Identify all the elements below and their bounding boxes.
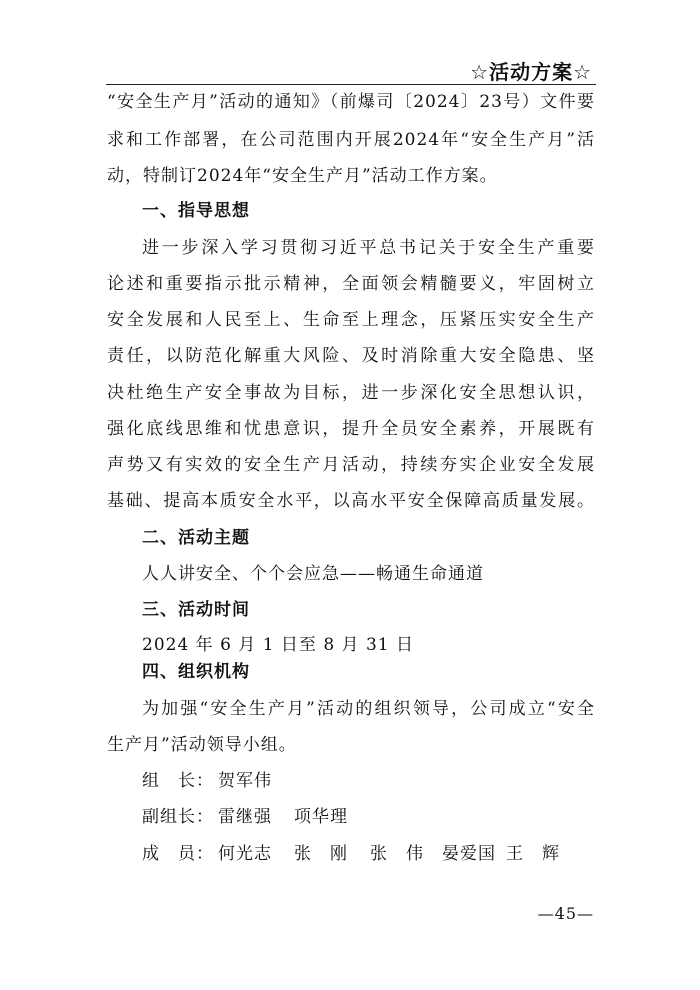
deputy-name: 雷继强: [218, 807, 272, 827]
leader-label: 组 长：: [142, 771, 214, 791]
guiding-line-3: 安全发展和人民至上、生命至上理念，压紧压实安全生产: [107, 310, 595, 330]
guiding-line-6: 强化底线思维和忧患意识，提升全员安全素养，开展既有: [107, 419, 595, 439]
intro-line-2: 求和工作部署，在公司范围内开展2024年“安全生产月”活: [107, 130, 595, 150]
leader-row: [142, 769, 286, 793]
page-number: —45—: [537, 904, 594, 923]
intro-line-1: “安全生产月”活动的通知》（前爆司〔2024〕23号）文件要: [107, 92, 595, 112]
deputy-name: 项华理: [294, 807, 348, 827]
member-name: 张 刚: [294, 844, 348, 864]
organization-line-1: 为加强“安全生产月”活动的组织领导，公司成立“安全: [142, 699, 595, 719]
guiding-line-5: 决杜绝生产安全事故为目标，进一步深化安全思想认识，: [107, 383, 595, 403]
time-text: 2024 年 6 月 1 日至 8 月 31 日: [142, 635, 414, 655]
intro-line-3: 动，特制订2024年“安全生产月”活动工作方案。: [107, 166, 498, 186]
member-name: 王 辉: [506, 844, 560, 864]
section-heading-organization: 四、组织机构: [142, 662, 250, 682]
theme-text: 人人讲安全、个个会应急——畅通生命通道: [142, 564, 484, 584]
section-heading-guiding: 一、指导思想: [142, 201, 250, 221]
deputy-label: 副组长：: [142, 807, 214, 827]
member-name: 张 伟: [370, 844, 424, 864]
header-title: ☆活动方案☆: [470, 60, 592, 84]
guiding-line-7: 声势又有实效的安全生产月活动，持续夯实企业安全发展: [107, 455, 595, 475]
guiding-line-1: 进一步深入学习贯彻习近平总书记关于安全生产重要: [142, 238, 595, 258]
section-heading-time: 三、活动时间: [142, 600, 250, 620]
guiding-line-4: 责任，以防范化解重大风险、及时消除重大安全隐患、坚: [107, 346, 595, 366]
organization-line-2: 生产月”活动领导小组。: [107, 735, 297, 755]
members-row: [142, 842, 560, 866]
deputy-row: [142, 805, 362, 829]
section-heading-theme: 二、活动主题: [142, 528, 250, 548]
member-name: 何光志: [218, 844, 272, 864]
guiding-line-2: 论述和重要指示批示精神，全面领会精髓要义，牢固树立: [107, 274, 595, 294]
guiding-line-8: 基础、提高本质安全水平，以高水平安全保障高质量发展。: [107, 491, 595, 511]
header-divider: [106, 84, 596, 85]
member-name: 晏爱国: [442, 844, 496, 864]
members-label: 成 员：: [142, 844, 214, 864]
leader-name: 贺军伟: [218, 771, 272, 791]
